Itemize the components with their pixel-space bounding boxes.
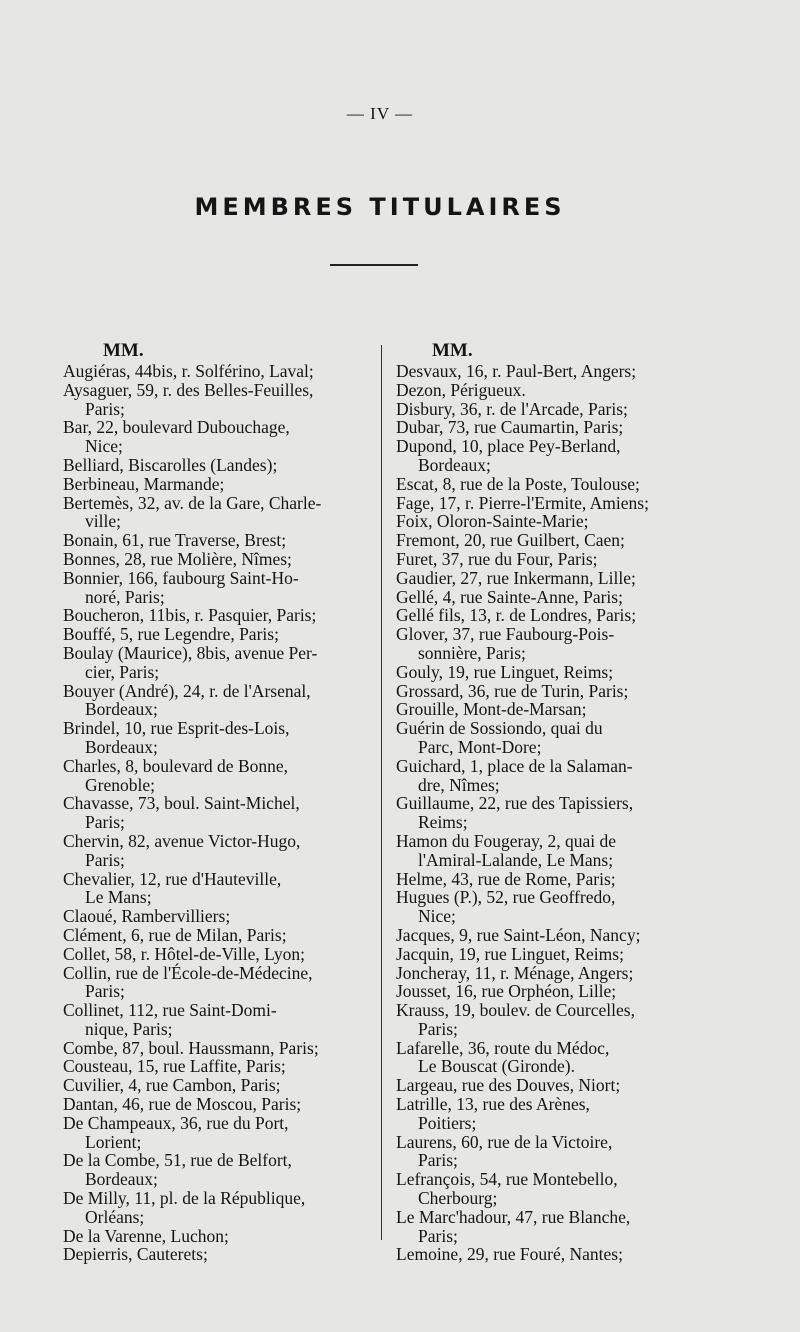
member-entry [396,945,710,964]
entry-line: Jacques, 9, rue Saint-Léon, Nancy; [396,924,641,945]
entry-continuation-line: Cherbourg; [418,1188,498,1209]
entry-continuation-line: Lorient; [85,1131,142,1152]
member-entry [396,663,710,682]
member-entry [396,550,710,569]
entry-line: Latrille, 13, rue des Arènes, [396,1094,590,1115]
entry-line: Charles, 8, boulevard de Bonne, [63,755,289,776]
member-entry [396,588,710,607]
entry-line: Dantan, 46, rue de Moscou, Paris; [63,1094,302,1115]
entry-line: Collet, 58, r. Hôtel-de-Ville, Lyon; [63,943,305,964]
title-rule [330,264,418,266]
entry-continuation-line: Paris; [85,849,125,870]
entry-line: Laurens, 60, rue de la Victoire, [396,1131,613,1152]
member-entry [63,926,375,945]
entry-line: Jousset, 16, rue Orphéon, Lille; [396,981,617,1002]
member-entry [396,362,710,381]
entry-continuation-line: nique, Paris; [85,1018,173,1039]
column-header: MM. [103,340,144,361]
entry-line: Chavasse, 73, boul. Saint-Michel, [63,793,300,814]
member-entry [63,1114,375,1152]
entry-line: Bonnier, 166, faubourg Saint-Ho- [63,567,299,588]
entry-line: Disbury, 36, r. de l'Arcade, Paris; [396,398,628,419]
member-entry [396,682,710,701]
entry-line: Le Marc'hadour, 47, rue Blanche, [396,1206,631,1227]
entry-line: Augiéras, 44bis, r. Solférino, Laval; [63,361,314,381]
member-entry [396,475,710,494]
entry-line: Bertemès, 32, av. de la Gare, Charle- [63,492,322,513]
member-entry [396,1170,710,1208]
member-entry [63,964,375,1002]
member-entry [63,381,375,419]
entry-line: Guillaume, 22, rue des Tapissiers, [396,793,634,814]
member-entry [63,945,375,964]
entry-line: De la Combe, 51, rue de Belfort, [63,1150,292,1171]
member-entry [396,512,710,531]
member-entry [63,794,375,832]
member-entry [63,362,375,381]
entry-line: Foix, Oloron-Sainte-Marie; [396,511,589,532]
member-entry [396,832,710,870]
entry-line: Grossard, 36, rue de Turin, Paris; [396,680,629,701]
member-entry [63,1076,375,1095]
member-entry [396,400,710,419]
member-entry [63,1039,375,1058]
member-entry [396,531,710,550]
member-entry [63,870,375,908]
entry-continuation-line: Nice; [85,436,123,457]
member-entry [396,569,710,588]
member-entry [396,794,710,832]
member-entry [396,757,710,795]
member-entry [63,625,375,644]
entry-line: Glover, 37, rue Faubourg-Pois- [396,624,615,645]
entry-line: Guérin de Sossiondo, quai du [396,718,603,739]
entry-line: Fremont, 20, rue Guilbert, Caen; [396,530,625,551]
entry-line: Clément, 6, rue de Milan, Paris; [63,924,287,945]
entry-line: Belliard, Biscarolles (Landes); [63,454,278,475]
entry-line: Dezon, Périgueux. [396,379,526,400]
entry-line: Berbineau, Marmande; [63,473,225,494]
entry-line: Depierris, Cauterets; [63,1244,208,1265]
member-entry [396,437,710,475]
member-entry [396,1095,710,1133]
member-entry [396,964,710,983]
entry-continuation-line: Le Mans; [85,887,152,908]
member-entry [63,682,375,720]
member-entry [63,757,375,795]
member-entry [396,381,710,400]
entry-continuation-line: Paris; [418,1150,458,1171]
entry-line: Cuvilier, 4, rue Cambon, Paris; [63,1075,281,1096]
entry-line: Gaudier, 27, rue Inkermann, Lille; [396,567,636,588]
entry-line: Bonnes, 28, rue Molière, Nîmes; [63,548,292,569]
member-entry [63,644,375,682]
entry-line: Boulay (Maurice), 8bis, avenue Per- [63,642,318,663]
entry-continuation-line: Paris; [85,812,125,833]
member-entry [63,1245,375,1264]
entry-continuation-line: Paris; [85,398,125,419]
entry-line: Collin, rue de l'École-de-Médecine, [63,962,313,983]
entry-continuation-line: Paris; [418,1018,458,1039]
page-number: — IV — [346,104,414,123]
column-divider [381,345,382,1240]
entry-line: Hamon du Fougeray, 2, quai de [396,830,616,851]
member-entry [396,1133,710,1171]
member-entry [63,418,375,456]
member-entry [396,1076,710,1095]
entry-line: Lemoine, 29, rue Fouré, Nantes; [396,1244,623,1265]
member-entry [396,606,710,625]
member-entry [63,1001,375,1039]
left-column [63,340,375,1264]
column-header: MM. [432,340,473,361]
entry-line: De la Varenne, Luchon; [63,1225,229,1246]
member-entry [63,719,375,757]
member-list [396,362,710,1264]
entry-line: Dubar, 73, rue Caumartin, Paris; [396,417,624,438]
entry-line: Boucheron, 11bis, r. Pasquier, Paris; [63,605,317,626]
member-entry [396,982,710,1001]
entry-line: Escat, 8, rue de la Poste, Toulouse; [396,473,640,494]
entry-continuation-line: sonnière, Paris; [418,642,526,663]
member-entry [396,870,710,889]
entry-continuation-line: Nice; [418,906,456,927]
entry-line: Gouly, 19, rue Linguet, Reims; [396,661,614,682]
entry-line: Bouffé, 5, rue Legendre, Paris; [63,624,279,645]
member-entry [396,1208,710,1246]
member-entry [396,494,710,513]
entry-continuation-line: noré, Paris; [85,586,165,607]
member-entry [396,888,710,926]
entry-line: Desvaux, 16, r. Paul-Bert, Angers; [396,361,637,381]
member-entry [63,1151,375,1189]
entry-line: Krauss, 19, boulev. de Courcelles, [396,1000,635,1021]
entry-line: Jacquin, 19, rue Linguet, Reims; [396,943,624,964]
member-entry [63,832,375,870]
entry-continuation-line: Bordeaux; [85,1169,158,1190]
member-entry [63,1095,375,1114]
member-entry [63,907,375,926]
member-entry [63,494,375,532]
page-title: MEMBRES TITULAIRES [194,193,566,221]
member-entry [63,1227,375,1246]
entry-line: Guichard, 1, place de la Salaman- [396,755,633,776]
member-entry [396,418,710,437]
entry-line: Collinet, 112, rue Saint-Domi- [63,1000,277,1021]
entry-line: De Milly, 11, pl. de la République, [63,1188,306,1209]
entry-continuation-line: Bordeaux; [85,699,158,720]
entry-continuation-line: Orléans; [85,1206,145,1227]
member-entry [63,569,375,607]
entry-continuation-line: cier, Paris; [85,661,160,682]
member-entry [63,606,375,625]
member-entry [63,475,375,494]
entry-line: Cousteau, 15, rue Laffite, Paris; [63,1056,286,1077]
entry-line: De Champeaux, 36, rue du Port, [63,1112,289,1133]
entry-continuation-line: l'Amiral-Lalande, Le Mans; [418,849,614,870]
entry-line: Hugues (P.), 52, rue Geoffredo, [396,887,616,908]
entry-line: Fage, 17, r. Pierre-l'Ermite, Amiens; [396,492,649,513]
entry-continuation-line: Le Bouscat (Gironde). [418,1056,575,1077]
entry-line: Chervin, 82, avenue Victor-Hugo, [63,830,301,851]
entry-line: Lafarelle, 36, route du Médoc, [396,1037,610,1058]
entry-continuation-line: Paris; [85,981,125,1002]
entry-line: Bonain, 61, rue Traverse, Brest; [63,530,287,551]
entry-continuation-line: Grenoble; [85,774,155,795]
member-entry [396,1001,710,1039]
entry-continuation-line: Parc, Mont-Dore; [418,736,542,757]
entry-continuation-line: Bordeaux; [85,736,158,757]
entry-line: Grouille, Mont-de-Marsan; [396,699,587,720]
entry-continuation-line: Bordeaux; [418,454,491,475]
entry-line: Dupond, 10, place Pey-Berland, [396,436,621,457]
entry-continuation-line: dre, Nîmes; [418,774,500,795]
member-list [63,362,375,1264]
member-entry [63,550,375,569]
member-entry [63,531,375,550]
entry-line: Gellé fils, 13, r. de Londres, Paris; [396,605,637,626]
member-entry [63,1189,375,1227]
entry-line: Joncheray, 11, r. Ménage, Angers; [396,962,634,983]
entry-line: Aysaguer, 59, r. des Belles-Feuilles, [63,379,314,400]
member-entry [396,719,710,757]
member-entry [63,456,375,475]
entry-continuation-line: Poitiers; [418,1112,477,1133]
entry-line: Largeau, rue des Douves, Niort; [396,1075,621,1096]
entry-continuation-line: Paris; [418,1225,458,1246]
entry-line: Bar, 22, boulevard Dubouchage, [63,417,290,438]
entry-continuation-line: ville; [85,511,121,532]
entry-line: Chevalier, 12, rue d'Hauteville, [63,868,282,889]
right-column [396,340,710,1264]
entry-line: Furet, 37, rue du Four, Paris; [396,548,598,569]
entry-line: Brindel, 10, rue Esprit-des-Lois, [63,718,290,739]
entry-line: Helme, 43, rue de Rome, Paris; [396,868,616,889]
entry-line: Claoué, Rambervilliers; [63,906,231,927]
entry-line: Lefrançois, 54, rue Montebello, [396,1169,618,1190]
member-entry [396,1245,710,1264]
entry-continuation-line: Reims; [418,812,468,833]
member-entry [396,926,710,945]
entry-line: Gellé, 4, rue Sainte-Anne, Paris; [396,586,623,607]
member-entry [396,625,710,663]
member-entry [396,1039,710,1077]
member-entry [396,700,710,719]
entry-line: Combe, 87, boul. Haussmann, Paris; [63,1037,319,1058]
member-entry [63,1057,375,1076]
entry-line: Bouyer (André), 24, r. de l'Arsenal, [63,680,311,701]
